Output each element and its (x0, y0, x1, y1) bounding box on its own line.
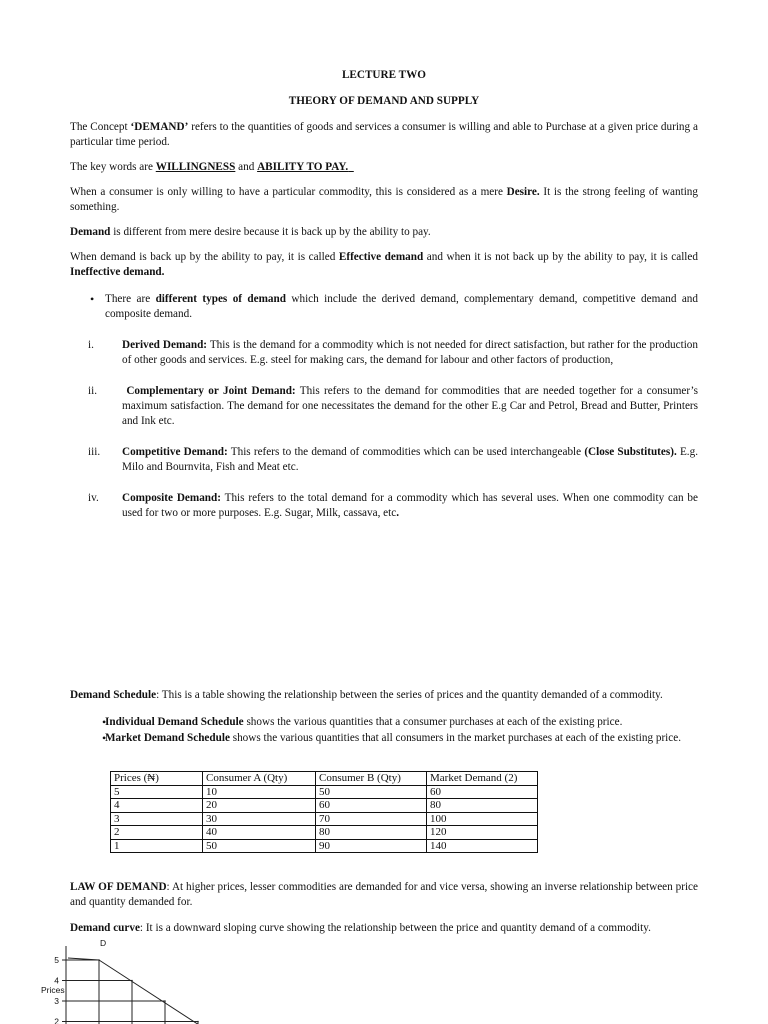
text: : It is a downward sloping curve showing the relationship between the price and quantity demand of a commodity. (139, 922, 651, 934)
bullet-market-schedule (90, 731, 698, 746)
list-text (122, 384, 698, 429)
data-point (98, 959, 100, 961)
table-cell: 100 (427, 812, 538, 826)
list-item-complementary-demand (88, 384, 698, 429)
paragraph-law-of-demand (70, 880, 698, 910)
table-cell: 10 (203, 785, 316, 799)
text: : This is a table showing the relationship between the series of prices and the quantity demanded of a commodity. (156, 689, 663, 701)
text: This refers to the total demand for a commodity which has several uses. When one commodity can be used for two or more purposes. E.g. Sugar, Milk, cassava, etc (122, 492, 698, 519)
paragraph-desire (70, 185, 698, 215)
list-number: ii. (88, 385, 98, 397)
bullet-types-of-demand (90, 292, 698, 322)
bullet-text (105, 715, 698, 730)
text: is different from mere desire because it is back up by the ability to pay. (110, 226, 431, 238)
text: refers to the quantities of goods and services a consumer is willing and able to Purchase at a given price during a particular time period. (70, 121, 698, 148)
data-point (164, 1000, 166, 1002)
text: There are (105, 293, 156, 305)
data-point (131, 980, 133, 982)
bold-text: (Close Substitutes). (584, 446, 677, 458)
text: which include the derived demand, complementary demand, competitive demand and composite demand. (105, 293, 698, 320)
paragraph-demand-curve (70, 921, 698, 936)
text: This refers to the demand for commodities that are needed together for a consumer’s maximum satisfaction. The demand for one necessitates the demand for the other E.g Car and Petrol, Bread and Butter, Printers and Ink etc. (122, 385, 699, 427)
bold-text: Demand Schedule (70, 689, 157, 701)
paragraph-key-words (70, 160, 698, 175)
curve-label: D (100, 938, 107, 948)
list-text (122, 338, 698, 368)
list-text (122, 445, 698, 475)
table-header-row (111, 772, 538, 786)
table-cell: 4 (111, 799, 203, 813)
y-tick-label: 4 (54, 975, 59, 986)
data-point (197, 1021, 199, 1023)
bullet-individual-schedule (90, 715, 698, 730)
table-cell: 5 (111, 785, 203, 799)
table-row (111, 785, 538, 799)
table-cell: 50 (316, 785, 427, 799)
text: It is the strong feeling of wanting something. (70, 186, 698, 213)
table-cell: 60 (316, 799, 427, 813)
y-tick-label: 2 (54, 1016, 59, 1024)
table-cell: 80 (316, 826, 427, 840)
table-cell: 90 (316, 839, 427, 853)
paragraph-demand-concept (70, 120, 698, 150)
underlined-text: WILLINGNESS (155, 161, 236, 173)
text: The key words are (70, 161, 156, 173)
demand-curve-line (99, 960, 206, 1024)
bullet-icon: • (102, 715, 107, 729)
y-axis-label: Prices (41, 985, 65, 995)
bold-text: Individual Demand Schedule (105, 716, 244, 728)
bold-text: Competitive Demand: (122, 446, 228, 458)
text: When a consumer is only willing to have a particular commodity, this is considered as a mere (70, 186, 507, 198)
lecture-subtitle: THEORY OF DEMAND AND SUPPLY (288, 95, 480, 107)
bold-text: Derived Demand: (122, 339, 208, 351)
text: E.g. Milo and Bournvita, Fish and Meat etc. (122, 446, 698, 473)
table-cell: 70 (316, 812, 427, 826)
text: The Concept (70, 121, 131, 133)
list-item-derived-demand (88, 338, 698, 368)
underlined-text (348, 161, 354, 173)
table-cell: 30 (203, 812, 316, 826)
bold-text: LAW OF DEMAND (70, 881, 167, 893)
table-header: Market Demand (2) (427, 772, 538, 786)
bold-text: Complementary or Joint Demand: (122, 385, 296, 397)
y-tick-label: 5 (54, 955, 59, 965)
paragraph-effective-demand (70, 250, 698, 280)
chart-layer (41, 938, 206, 1024)
underlined-text: ABILITY TO PAY. (257, 161, 349, 173)
text: shows the various quantities that a consumer purchases at each of the existing price. (243, 716, 623, 728)
table-header: Consumer A (Qty) (203, 772, 316, 786)
bold-text: Desire. (506, 186, 540, 198)
table-cell: 80 (427, 799, 538, 813)
bold-text: Effective demand (338, 251, 424, 263)
text: This refers to the demand of commodities which can be used interchangeable (227, 446, 585, 458)
table-row (111, 826, 538, 840)
bold-text: Market Demand Schedule (105, 732, 230, 744)
bold-text: Demand (70, 226, 111, 238)
bold-text: Demand curve (70, 922, 140, 934)
table-cell: 40 (203, 826, 316, 840)
paragraph-demand-desire (70, 225, 698, 240)
list-item-competitive-demand (88, 445, 698, 475)
table-cell: 120 (427, 826, 538, 840)
demand-curve-chart (30, 936, 260, 1024)
list-item-composite-demand (88, 491, 698, 521)
table-row (111, 799, 538, 813)
paragraph-demand-schedule (70, 688, 698, 703)
table-cell: 20 (203, 799, 316, 813)
bullet-text (105, 731, 698, 746)
y-tick-label: 3 (54, 996, 59, 1006)
table-cell: 50 (203, 839, 316, 853)
table-header: Consumer B (Qty) (316, 772, 427, 786)
bold-text: different types of demand (155, 293, 286, 305)
table-row (111, 839, 538, 853)
table-cell: 3 (111, 812, 203, 826)
lecture-title: LECTURE TWO (341, 69, 427, 81)
list-text (122, 491, 698, 521)
text: shows the various quantities that all consumers in the market purchases at each of the existing price. (229, 732, 682, 744)
text: This is the demand for a commodity which is not needed for direct satisfaction, but rather for the production of other goods and services. E.g. steel for making cars, the demand for labour and other factors of production, (122, 339, 698, 366)
bullet-icon: • (90, 292, 95, 306)
list-number: iii. (88, 446, 101, 458)
table-cell: 140 (427, 839, 538, 853)
bullet-text (105, 292, 698, 322)
table-cell: 60 (427, 785, 538, 799)
bold-text: ‘DEMAND’ (130, 121, 189, 133)
bold-text: . (396, 507, 399, 519)
table-row (111, 812, 538, 826)
bold-text: Ineffective demand. (70, 266, 165, 278)
table-header: Prices (₦) (111, 772, 203, 786)
table-cell: 2 (111, 826, 203, 840)
bullet-icon: • (102, 731, 107, 745)
text: and when it is not back up by the ability to pay, it is called (423, 251, 698, 263)
demand-schedule-table (110, 771, 538, 853)
list-number: i. (88, 339, 94, 351)
text: and (235, 161, 258, 173)
bold-text: Composite Demand: (122, 492, 221, 504)
table-cell: 1 (111, 839, 203, 853)
text: When demand is back up by the ability to pay, it is called (70, 251, 339, 263)
list-number: iv. (88, 492, 99, 504)
text: : At higher prices, lesser commodities are demanded for and vice versa, showing an inverse relationship between price and quantity demanded for. (70, 881, 698, 908)
